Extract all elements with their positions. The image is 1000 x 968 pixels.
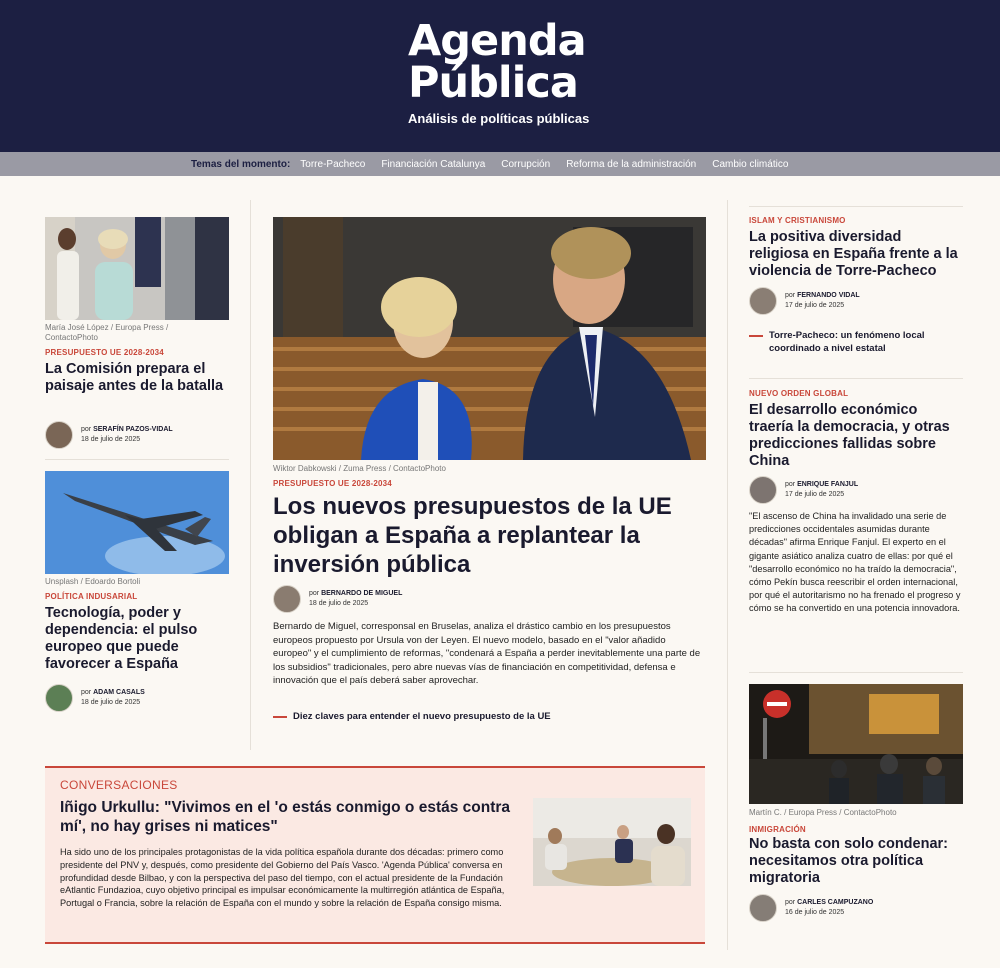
- right-story-3-caption: Martín C. / Europa Press / ContactoPhoto: [749, 808, 897, 817]
- left-story-1-author[interactable]: [45, 421, 173, 449]
- right-story-3-image[interactable]: [749, 684, 963, 804]
- publish-date: 17 de julio de 2025: [785, 302, 845, 309]
- right-story-3-kicker[interactable]: INMIGRACIÓN: [749, 825, 806, 834]
- right-story-1-related-link[interactable]: Torre-Pacheco: un fenómeno local coordinado a nivel estatal: [749, 329, 963, 355]
- left-story-2-image[interactable]: [45, 471, 229, 574]
- right-story-3-author[interactable]: [749, 894, 873, 922]
- left-story-2-caption: Unsplash / Edoardo Bortoli: [45, 577, 141, 586]
- conversations-headline[interactable]: Iñigo Urkullu: "Vivimos en el 'o estás conmigo o estás contra mí', no hay grises ni matices": [60, 799, 511, 835]
- author-name: FERNANDO VIDAL: [797, 292, 860, 299]
- author-avatar: [749, 287, 777, 315]
- left-story-2-kicker[interactable]: POLÍTICA INDUSARIAL: [45, 592, 138, 601]
- site-logo[interactable]: [408, 16, 608, 108]
- author-avatar: [45, 684, 73, 712]
- right-story-1-author[interactable]: [749, 287, 860, 315]
- publish-date: 18 de julio de 2025: [81, 436, 141, 443]
- left-story-1-headline[interactable]: La Comisión prepara el paisaje antes de la batalla: [45, 361, 224, 394]
- people-photo-icon: [45, 217, 229, 320]
- right-story-3-headline[interactable]: No basta con solo condenar: necesitamos otra política migratoria: [749, 836, 948, 886]
- trending-link-reforma-administracion[interactable]: Reforma de la administración: [566, 158, 697, 170]
- author-prefix: por: [785, 481, 796, 488]
- left-story-1-image[interactable]: [45, 217, 229, 320]
- column-divider-left: [250, 200, 251, 750]
- lead-story-kicker[interactable]: PRESUPUESTO UE 2028-2034: [273, 479, 392, 488]
- right-story-divider-2: [749, 378, 963, 379]
- column-divider-right: [727, 200, 728, 950]
- author-meta: [785, 291, 860, 311]
- right-story-2-author[interactable]: [749, 476, 858, 504]
- author-meta: [785, 480, 858, 500]
- left-story-2-author[interactable]: [45, 684, 145, 712]
- left-story-divider: [45, 459, 229, 460]
- right-story-2-kicker[interactable]: NUEVO ORDEN GLOBAL: [749, 389, 849, 398]
- right-story-2-summary: "El ascenso de China ha invalidado una serie de predicciones occidentales asumidas durante décadas" afirma Enrique Fanjul. El experto en el gigante asiático analiza cuatro de ellas: por qué el "desarrollo económico no ha traído la democracia", cómo Pekín busca reescribir el orden internacional, por qué el autoritarismo no ha frenado el progreso y cómo se ha convertido en una potencia innovadora.: [749, 511, 961, 614]
- right-story-1-headline[interactable]: La positiva diversidad religiosa en España frente a la violencia de Torre-Pacheco: [749, 229, 958, 279]
- trending-link-cambio-climatico[interactable]: Cambio climático: [712, 158, 789, 170]
- trending-label: Temas del momento:: [191, 158, 291, 170]
- conversations-section: [45, 766, 705, 944]
- lead-story-author[interactable]: [273, 585, 402, 613]
- right-story-divider-1: [749, 206, 963, 207]
- author-name: CARLES CAMPUZANO: [797, 899, 874, 906]
- trending-link-corrupcion[interactable]: Corrupción: [501, 158, 551, 170]
- author-name: ADAM CASALS: [93, 689, 145, 696]
- author-avatar: [749, 894, 777, 922]
- author-meta: [309, 589, 402, 609]
- publish-date: 16 de julio de 2025: [785, 909, 845, 916]
- left-story-2-headline[interactable]: Tecnología, poder y dependencia: el pulso europeo que puede favorecer a España: [45, 605, 198, 672]
- right-story-2-headline[interactable]: El desarrollo económico traería la democracia, y otras predicciones fallidas sobre China: [749, 402, 950, 469]
- masthead: [0, 0, 1000, 152]
- author-prefix: por: [309, 590, 320, 597]
- conversations-summary: Ha sido uno de los principales protagonistas de la vida política española durante dos décadas: primero como presidente del PNV y, después, como presidente del Gobierno del País Vasco. 'Agenda Pública' conversa en profundidad desde Bilbao, y con la perspectiva del paso del tiempo, con el actual presidente de la Fundación eAtlantic Fundazioa, cuyo objetivo principal es impulsar económicamente la multirregión atlántica de España, Portugal o Francia, sobre la relación de España con el mundo y sobre la relación de España consigo misma.: [60, 847, 505, 909]
- site-tagline: Análisis de políticas públicas: [408, 111, 590, 126]
- right-story-1-kicker[interactable]: ISLAM Y CRISTIANISMO: [749, 216, 846, 225]
- right-story-divider-3: [749, 672, 963, 673]
- logo-line-2: Pública: [408, 58, 578, 108]
- author-name: SERAFÍN PAZOS-VIDAL: [93, 426, 173, 433]
- conversations-image[interactable]: [533, 798, 691, 886]
- lead-story-headline[interactable]: Los nuevos presupuestos de la UE obligan a España a replantear la inversión pública: [273, 493, 672, 578]
- conversations-label[interactable]: CONVERSACIONES: [60, 778, 178, 792]
- fighter-jet-photo-icon: [45, 471, 229, 574]
- author-name: BERNARDO DE MIGUEL: [321, 590, 403, 597]
- author-meta: [81, 688, 145, 708]
- left-story-1-caption-line-2: ContactoPhoto: [45, 333, 98, 342]
- lead-story-caption: Wiktor Dabkowski / Zuma Press / ContactoPhoto: [273, 464, 446, 473]
- author-avatar: [273, 585, 301, 613]
- author-prefix: por: [785, 899, 796, 906]
- author-name: ENRIQUE FANJUL: [797, 481, 859, 488]
- interview-photo-icon: [533, 798, 691, 886]
- trending-topics-bar: [0, 152, 1000, 176]
- trending-link-financiacion-catalunya[interactable]: Financiación Catalunya: [381, 158, 486, 170]
- author-prefix: por: [785, 292, 796, 299]
- publish-date: 18 de julio de 2025: [81, 699, 141, 706]
- leaders-meeting-photo-icon: [273, 217, 706, 460]
- logo-line-1: Agenda: [408, 16, 586, 66]
- left-story-1-kicker[interactable]: PRESUPUESTO UE 2028-2034: [45, 348, 164, 357]
- lead-story-summary: Bernardo de Miguel, corresponsal en Bruselas, analiza el drástico cambio en los presupuestos europeos propuesto por Ursula von der Leyen. El nuevo modelo, basado en el "valor añadido europeo" y el cumplimiento de reformas, "condenará a España a perder inevitablemente una parte de los subsidios" tradicionales, pero abre nuevas vías de financiación en competitividad, defensa e innovación que el país deberá saber aprovechar.: [273, 621, 701, 686]
- author-prefix: por: [81, 426, 92, 433]
- author-avatar: [749, 476, 777, 504]
- left-story-1-caption-line-1: María José López / Europa Press /: [45, 323, 169, 332]
- author-prefix: por: [81, 689, 92, 696]
- author-avatar: [45, 421, 73, 449]
- lead-story-image[interactable]: [273, 217, 706, 460]
- trending-link-torre-pacheco[interactable]: Torre-Pacheco: [300, 158, 366, 170]
- author-meta: [81, 425, 173, 445]
- street-protest-photo-icon: [749, 684, 963, 804]
- author-meta: [785, 898, 873, 918]
- lead-story-related-link[interactable]: Diez claves para entender el nuevo presupuesto de la UE: [273, 710, 705, 723]
- publish-date: 18 de julio de 2025: [309, 600, 369, 607]
- publish-date: 17 de julio de 2025: [785, 491, 845, 498]
